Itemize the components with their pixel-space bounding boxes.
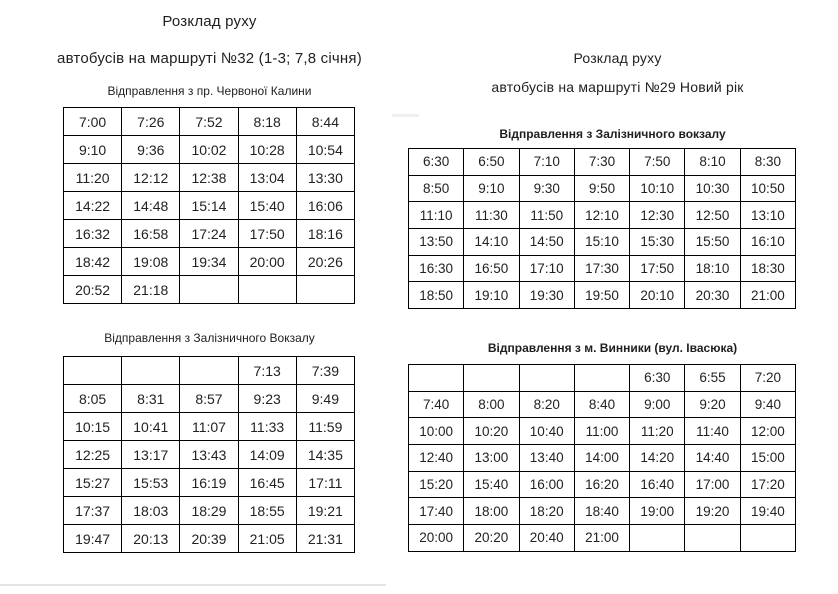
- time-cell: 19:21: [296, 497, 354, 525]
- time-cell: 18:10: [685, 255, 740, 282]
- time-cell: 10:20: [464, 418, 519, 445]
- empty-cell: [409, 365, 464, 392]
- time-cell: 20:30: [685, 282, 740, 309]
- time-cell: 12:10: [574, 202, 629, 229]
- time-cell: 9:10: [64, 136, 122, 164]
- time-cell: 9:20: [685, 391, 740, 418]
- timetable-row: [64, 441, 355, 469]
- time-cell: 11:40: [685, 418, 740, 445]
- time-cell: 16:32: [64, 220, 122, 248]
- time-cell: 17:50: [630, 255, 685, 282]
- time-cell: 18:00: [464, 498, 519, 525]
- time-cell: 7:20: [740, 365, 795, 392]
- time-cell: 8:31: [122, 385, 180, 413]
- empty-cell: [296, 276, 354, 304]
- time-cell: 20:13: [122, 525, 180, 553]
- time-cell: 11:00: [574, 418, 629, 445]
- table-29-vokzal: [408, 148, 796, 309]
- time-cell: 14:48: [122, 192, 180, 220]
- time-cell: 18:20: [519, 498, 574, 525]
- route-29-heading-vokzal: Відправлення з Залізничного вокзалу: [499, 127, 726, 141]
- time-cell: 8:00: [464, 391, 519, 418]
- time-cell: 14:10: [464, 229, 519, 256]
- time-cell: 11:30: [464, 202, 519, 229]
- time-cell: 10:15: [64, 413, 122, 441]
- time-cell: 7:52: [180, 108, 238, 136]
- time-cell: 10:54: [296, 136, 354, 164]
- time-cell: 15:27: [64, 469, 122, 497]
- time-cell: 15:50: [685, 229, 740, 256]
- time-cell: 17:37: [64, 497, 122, 525]
- time-cell: 14:22: [64, 192, 122, 220]
- time-cell: 16:00: [519, 471, 574, 498]
- time-cell: 12:00: [740, 418, 795, 445]
- time-cell: 20:00: [409, 525, 464, 552]
- time-cell: 18:03: [122, 497, 180, 525]
- time-cell: 11:07: [180, 413, 238, 441]
- time-cell: 11:33: [238, 413, 296, 441]
- time-cell: 6:30: [630, 365, 685, 392]
- time-cell: 9:40: [740, 391, 795, 418]
- time-cell: 19:30: [519, 282, 574, 309]
- time-cell: 12:25: [64, 441, 122, 469]
- time-cell: 18:55: [238, 497, 296, 525]
- time-cell: 10:00: [409, 418, 464, 445]
- timetable-row: [409, 149, 796, 176]
- time-cell: 19:40: [740, 498, 795, 525]
- time-cell: 13:04: [238, 164, 296, 192]
- time-cell: 12:38: [180, 164, 238, 192]
- time-cell: 17:10: [519, 255, 574, 282]
- time-cell: 8:10: [685, 149, 740, 176]
- time-cell: 7:13: [238, 357, 296, 385]
- empty-cell: [180, 357, 238, 385]
- time-cell: 8:57: [180, 385, 238, 413]
- table-32-chervona-kalyna: [63, 107, 355, 304]
- time-cell: 18:29: [180, 497, 238, 525]
- time-cell: 13:43: [180, 441, 238, 469]
- time-cell: 17:40: [409, 498, 464, 525]
- time-cell: 8:50: [409, 175, 464, 202]
- time-cell: 12:50: [685, 202, 740, 229]
- time-cell: 6:30: [409, 149, 464, 176]
- time-cell: 7:26: [122, 108, 180, 136]
- time-cell: 17:11: [296, 469, 354, 497]
- table-29-vynnyky: [408, 364, 796, 552]
- time-cell: 17:00: [685, 471, 740, 498]
- time-cell: 7:39: [296, 357, 354, 385]
- empty-cell: [519, 365, 574, 392]
- time-cell: 15:10: [574, 229, 629, 256]
- timetable-row: [64, 220, 355, 248]
- time-cell: 11:50: [519, 202, 574, 229]
- timetable-row: [409, 365, 796, 392]
- timetable-row: [409, 202, 796, 229]
- timetable-row: [409, 391, 796, 418]
- table-32-vokzal: [63, 356, 355, 553]
- time-cell: 15:40: [238, 192, 296, 220]
- time-cell: 6:50: [464, 149, 519, 176]
- time-cell: 10:41: [122, 413, 180, 441]
- time-cell: 10:02: [180, 136, 238, 164]
- time-cell: 15:14: [180, 192, 238, 220]
- timetable-row: [64, 469, 355, 497]
- time-cell: 11:20: [630, 418, 685, 445]
- timetable-row: [64, 248, 355, 276]
- route-32-heading-chervona-kalyna: Відправлення з пр. Червоної Калини: [107, 84, 312, 98]
- time-cell: 21:05: [238, 525, 296, 553]
- empty-cell: [740, 525, 795, 552]
- time-cell: 14:20: [630, 445, 685, 472]
- time-cell: 10:30: [685, 175, 740, 202]
- time-cell: 9:30: [519, 175, 574, 202]
- time-cell: 14:09: [238, 441, 296, 469]
- timetable-row: [64, 136, 355, 164]
- time-cell: 19:20: [685, 498, 740, 525]
- time-cell: 9:50: [574, 175, 629, 202]
- time-cell: 16:45: [238, 469, 296, 497]
- time-cell: 10:10: [630, 175, 685, 202]
- time-cell: 15:00: [740, 445, 795, 472]
- time-cell: 13:30: [296, 164, 354, 192]
- time-cell: 20:39: [180, 525, 238, 553]
- route-29-title-line2: автобусів на маршруті №29 Новий рік: [491, 79, 744, 95]
- empty-cell: [574, 365, 629, 392]
- route-32-title-line2: автобусів на маршруті №32 (1-3; 7,8 січня): [57, 50, 362, 67]
- timetable-row: [64, 357, 355, 385]
- time-cell: 16:20: [574, 471, 629, 498]
- time-cell: 20:00: [238, 248, 296, 276]
- scan-artifact-line-bottom: [0, 584, 386, 586]
- timetable-row: [64, 276, 355, 304]
- time-cell: 19:50: [574, 282, 629, 309]
- time-cell: 17:20: [740, 471, 795, 498]
- scan-artifact-line-top: [392, 114, 419, 117]
- time-cell: 12:40: [409, 445, 464, 472]
- time-cell: 8:20: [519, 391, 574, 418]
- time-cell: 10:40: [519, 418, 574, 445]
- time-cell: 11:59: [296, 413, 354, 441]
- timetable-row: [64, 497, 355, 525]
- time-cell: 7:00: [64, 108, 122, 136]
- time-cell: 18:50: [409, 282, 464, 309]
- empty-cell: [122, 357, 180, 385]
- route-32-title-line1: Розклад руху: [162, 13, 257, 30]
- time-cell: 9:36: [122, 136, 180, 164]
- time-cell: 20:26: [296, 248, 354, 276]
- time-cell: 15:20: [409, 471, 464, 498]
- time-cell: 20:40: [519, 525, 574, 552]
- time-cell: 16:58: [122, 220, 180, 248]
- time-cell: 17:24: [180, 220, 238, 248]
- empty-cell: [238, 276, 296, 304]
- time-cell: 14:40: [685, 445, 740, 472]
- time-cell: 15:30: [630, 229, 685, 256]
- time-cell: 13:40: [519, 445, 574, 472]
- time-cell: 9:49: [296, 385, 354, 413]
- timetable-row: [409, 498, 796, 525]
- time-cell: 7:40: [409, 391, 464, 418]
- time-cell: 8:30: [740, 149, 795, 176]
- time-cell: 21:00: [574, 525, 629, 552]
- timetable-row: [409, 229, 796, 256]
- time-cell: 9:00: [630, 391, 685, 418]
- time-cell: 13:17: [122, 441, 180, 469]
- empty-cell: [180, 276, 238, 304]
- time-cell: 8:40: [574, 391, 629, 418]
- time-cell: 15:53: [122, 469, 180, 497]
- timetable-row: [64, 164, 355, 192]
- time-cell: 9:10: [464, 175, 519, 202]
- timetable-row: [409, 471, 796, 498]
- time-cell: 16:19: [180, 469, 238, 497]
- time-cell: 11:20: [64, 164, 122, 192]
- time-cell: 9:23: [238, 385, 296, 413]
- time-cell: 16:30: [409, 255, 464, 282]
- time-cell: 13:10: [740, 202, 795, 229]
- timetable-row: [64, 385, 355, 413]
- time-cell: 13:00: [464, 445, 519, 472]
- empty-cell: [630, 525, 685, 552]
- time-cell: 17:50: [238, 220, 296, 248]
- time-cell: 19:00: [630, 498, 685, 525]
- time-cell: 10:50: [740, 175, 795, 202]
- time-cell: 8:18: [238, 108, 296, 136]
- timetable-row: [64, 192, 355, 220]
- time-cell: 6:55: [685, 365, 740, 392]
- timetable-row: [409, 175, 796, 202]
- timetable-row: [64, 525, 355, 553]
- route-29-title-line1: Розклад руху: [573, 50, 662, 66]
- time-cell: 16:50: [464, 255, 519, 282]
- time-cell: 19:47: [64, 525, 122, 553]
- time-cell: 12:30: [630, 202, 685, 229]
- time-cell: 14:50: [519, 229, 574, 256]
- time-cell: 8:44: [296, 108, 354, 136]
- time-cell: 20:20: [464, 525, 519, 552]
- time-cell: 8:05: [64, 385, 122, 413]
- time-cell: 7:50: [630, 149, 685, 176]
- time-cell: 19:10: [464, 282, 519, 309]
- timetable-row: [64, 108, 355, 136]
- timetable-row: [409, 445, 796, 472]
- time-cell: 19:34: [180, 248, 238, 276]
- time-cell: 11:10: [409, 202, 464, 229]
- time-cell: 15:40: [464, 471, 519, 498]
- timetable-row: [409, 418, 796, 445]
- time-cell: 17:30: [574, 255, 629, 282]
- time-cell: 13:50: [409, 229, 464, 256]
- time-cell: 7:10: [519, 149, 574, 176]
- time-cell: 21:00: [740, 282, 795, 309]
- route-32-heading-vokzal: Відправлення з Залізничного Вокзалу: [104, 331, 315, 345]
- time-cell: 18:40: [574, 498, 629, 525]
- empty-cell: [64, 357, 122, 385]
- time-cell: 16:06: [296, 192, 354, 220]
- time-cell: 20:52: [64, 276, 122, 304]
- time-cell: 20:10: [630, 282, 685, 309]
- time-cell: 14:35: [296, 441, 354, 469]
- empty-cell: [685, 525, 740, 552]
- timetable-row: [409, 255, 796, 282]
- time-cell: 18:30: [740, 255, 795, 282]
- route-29-heading-vynnyky: Відправлення з м. Винники (вул. Івасюка): [487, 341, 738, 355]
- time-cell: 14:00: [574, 445, 629, 472]
- empty-cell: [464, 365, 519, 392]
- timetable-row: [64, 413, 355, 441]
- time-cell: 21:31: [296, 525, 354, 553]
- time-cell: 16:10: [740, 229, 795, 256]
- time-cell: 7:30: [574, 149, 629, 176]
- time-cell: 16:40: [630, 471, 685, 498]
- time-cell: 18:42: [64, 248, 122, 276]
- time-cell: 12:12: [122, 164, 180, 192]
- time-cell: 18:16: [296, 220, 354, 248]
- time-cell: 10:28: [238, 136, 296, 164]
- time-cell: 21:18: [122, 276, 180, 304]
- timetable-row: [409, 282, 796, 309]
- timetable-row: [409, 525, 796, 552]
- time-cell: 19:08: [122, 248, 180, 276]
